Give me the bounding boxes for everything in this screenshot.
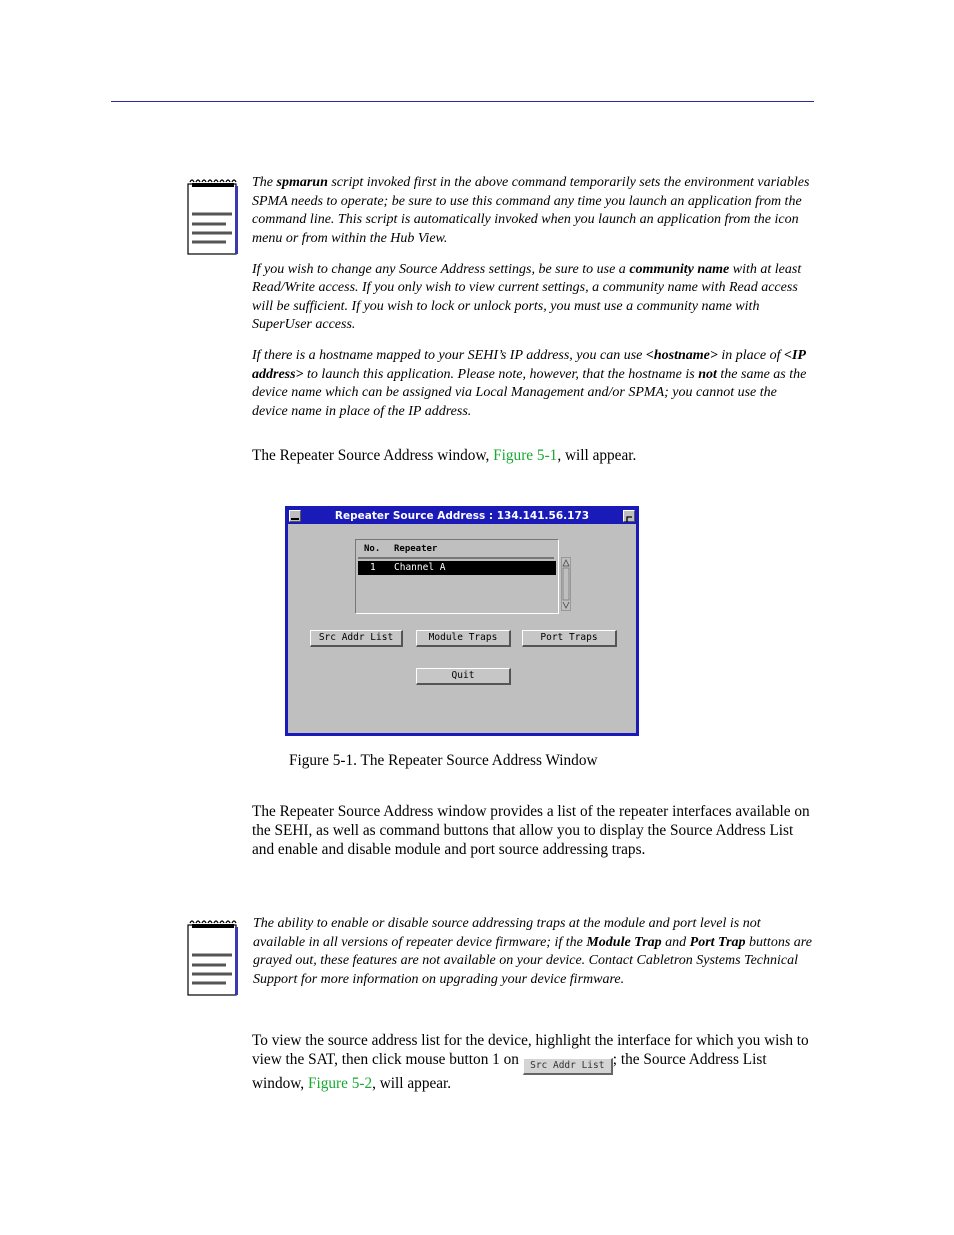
repeater-list[interactable]	[355, 539, 559, 614]
repeater-number: 1	[370, 562, 376, 573]
notepad-icon	[186, 919, 238, 997]
notepad-icon	[186, 178, 238, 256]
description-paragraph: The Repeater Source Address window provides a list of the repeater interfaces available on the SEHI, as well as command buttons that allow you to display the Source Address List and enable and disable module and port source addressing traps.	[252, 803, 810, 858]
src-addr-list-button[interactable]: Src Addr List	[310, 630, 403, 647]
figure-5-2-link[interactable]: Figure 5-2	[307, 1074, 373, 1092]
module-traps-button[interactable]: Module Traps	[416, 630, 511, 647]
intro-paragraph: The Repeater Source Address window, Figure 5-1, will appear.	[252, 447, 637, 464]
scroll-arrows-icon	[562, 558, 570, 610]
list-item[interactable]	[358, 561, 556, 575]
column-header-repeater: Repeater	[394, 544, 438, 554]
note-1-paragraph-1: The spmarun script invoked first in the above command temporarily sets the environment variables SPMA needs to operate; be sure to use this command any time you launch an application from the command line. This script is automatically invoked when you launch an application from the icon menu or from within the Hub View.	[252, 175, 810, 246]
note-1	[252, 174, 814, 434]
quit-button[interactable]: Quit	[416, 668, 511, 685]
list-header	[358, 542, 554, 559]
note-2-paragraph: The ability to enable or disable source addressing traps at the module and port level is not available in all versions of repeater device firmware; if the Module Trap and Port Trap buttons are grayed out, these features are not available on your device. Contact Cabletron Systems Technical Support for more information on upgrading your device firmware.	[253, 916, 812, 987]
list-empty-area[interactable]	[358, 576, 556, 611]
list-scrollbar[interactable]	[561, 557, 571, 611]
figure-5-1-link[interactable]: Figure 5-1	[493, 447, 558, 464]
header-rule	[111, 101, 814, 102]
column-header-no: No.	[364, 544, 381, 554]
window-title: Repeater Source Address : 134.141.56.173	[334, 510, 590, 522]
repeater-source-address-window	[285, 506, 639, 736]
note-1-paragraph-3: If there is a hostname mapped to your SEHI’s IP address, you can use <hostname> in place of <IP address> to launch this application. Please note, however, that the hostname is not the same as the device name which can be assigned via Local Management and/or SPMA; you cannot use the device name in place of the IP address.	[252, 348, 807, 419]
inline-src-addr-list-button: Src Addr List	[523, 1058, 613, 1075]
window-titlebar[interactable]	[288, 509, 636, 524]
note-1-paragraph-2: If you wish to change any Source Address settings, be sure to use a community name with at least Read/Write access. If you only wish to view current settings, a community name with Read access will be sufficient. If you wish to lock or unlock ports, you must use a community name with SuperUser access.	[252, 261, 802, 333]
final-paragraph: To view the source address list for the device, highlight the interface for which you wish to view the SAT, then click mouse button 1 on Src Addr List ; the Source Address List window, Figure 5-2, will appear.	[252, 1032, 809, 1092]
port-traps-button[interactable]: Port Traps	[522, 630, 617, 647]
maximize-icon	[624, 514, 634, 524]
figure-caption: Figure 5-1. The Repeater Source Address Window	[289, 752, 598, 769]
repeater-name: Channel A	[394, 562, 446, 573]
note-2	[253, 915, 815, 1002]
maximize-button[interactable]	[623, 510, 635, 522]
